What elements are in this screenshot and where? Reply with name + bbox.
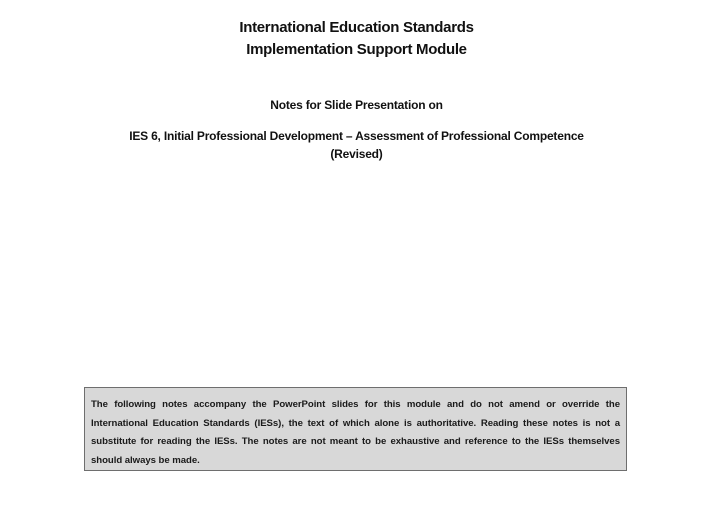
document-subtitle: Notes for Slide Presentation on [270, 98, 443, 112]
standard-title: IES 6, Initial Professional Development – Assessment of Professional Competence (Revised) [129, 129, 584, 161]
disclaimer-box [84, 387, 627, 471]
document-title [0, 17, 713, 61]
title-line-1: International Education Standards [239, 19, 474, 36]
title-line-2: Implementation Support Module [246, 41, 467, 58]
disclaimer-text: The following notes accompany the PowerPoint slides for this module and do not amend or override the International Education Standards (IESs), the text of which alone is authoritative. Reading these notes is not a substitute for reading the IESs. The notes are not meant to be exhaustive and reference to the IESs themselves should always be made. [91, 399, 620, 466]
